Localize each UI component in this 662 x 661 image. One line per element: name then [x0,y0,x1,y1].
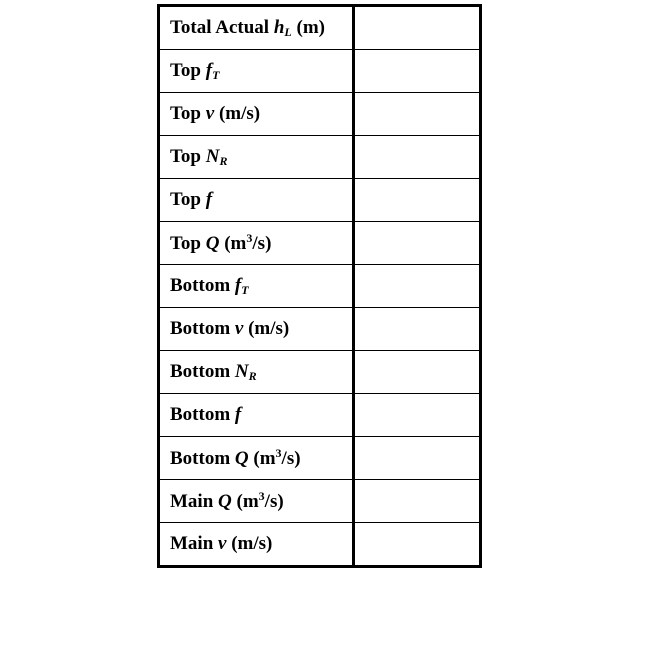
label-unit-open: (m [248,448,276,469]
label-prefix: Bottom [170,404,235,425]
row-label [159,308,354,351]
row-label [159,179,354,222]
row-value-cell[interactable] [354,437,481,480]
label-symbol: N [234,360,249,382]
label-symbol: Q [205,233,220,254]
label-symbol: Q [218,491,232,512]
label-prefix: Bottom [170,318,235,339]
label-symbol: f [234,404,242,425]
table-row [159,437,481,480]
row-label [159,50,354,93]
label-suffix: /s) [281,448,301,469]
label-suffix: /s) [252,233,272,254]
row-value-cell[interactable] [354,394,481,437]
row-value-cell[interactable] [354,6,481,50]
label-symbol: N [205,145,220,167]
row-value-cell[interactable] [354,50,481,93]
label-prefix: Top [170,145,206,167]
results-table [157,4,482,568]
label-subscript: T [241,282,249,297]
row-label [159,437,354,480]
table-row [159,50,481,93]
table-row [159,222,481,265]
table-row [159,523,481,567]
label-prefix: Bottom [170,360,235,382]
label-symbol: v [234,318,244,339]
row-value-cell[interactable] [354,222,481,265]
label-unit-open: (m [231,491,259,512]
row-value-cell[interactable] [354,265,481,308]
row-value-cell[interactable] [354,480,481,523]
row-value-cell[interactable] [354,136,481,179]
table-row [159,351,481,394]
label-suffix: (m/s) [214,103,261,124]
row-label [159,136,354,179]
row-value-cell[interactable] [354,351,481,394]
row-value-cell[interactable] [354,93,481,136]
label-subscript: L [284,24,292,39]
label-symbol: f [234,274,242,296]
label-prefix: Top [170,189,206,210]
label-suffix: /s) [264,491,284,512]
label-symbol: f [205,59,213,81]
label-suffix: (m) [291,16,325,38]
table-row [159,93,481,136]
label-superscript: 3 [258,489,265,503]
row-label [159,394,354,437]
label-prefix: Total Actual [170,16,274,38]
label-prefix: Top [170,103,206,124]
label-subscript: R [219,153,228,168]
row-label [159,480,354,523]
row-label [159,93,354,136]
row-value-cell[interactable] [354,523,481,567]
table-row [159,394,481,437]
row-label [159,523,354,567]
label-symbol: v [218,533,227,554]
label-superscript: 3 [275,446,282,460]
label-prefix: Top [170,59,206,81]
table-row [159,136,481,179]
label-subscript: R [248,368,257,383]
row-label [159,6,354,50]
label-prefix: Main [170,491,219,512]
table-row [159,480,481,523]
row-value-cell[interactable] [354,308,481,351]
results-table-body [159,6,481,567]
table-row [159,308,481,351]
label-symbol: Q [234,448,249,469]
row-label [159,265,354,308]
label-prefix: Top [170,233,206,254]
label-symbol: v [205,103,215,124]
label-symbol: f [205,189,213,210]
label-symbol: h [273,16,285,38]
label-prefix: Bottom [170,448,235,469]
table-row [159,265,481,308]
row-label [159,351,354,394]
label-prefix: Bottom [170,274,235,296]
table-row [159,179,481,222]
label-subscript: T [212,67,220,82]
table-row [159,6,481,50]
label-superscript: 3 [246,231,253,245]
label-suffix: (m/s) [243,318,290,339]
label-unit-open: (m [219,233,247,254]
label-suffix: (m/s) [226,533,273,554]
row-value-cell[interactable] [354,179,481,222]
label-prefix: Main [170,533,219,554]
row-label [159,222,354,265]
